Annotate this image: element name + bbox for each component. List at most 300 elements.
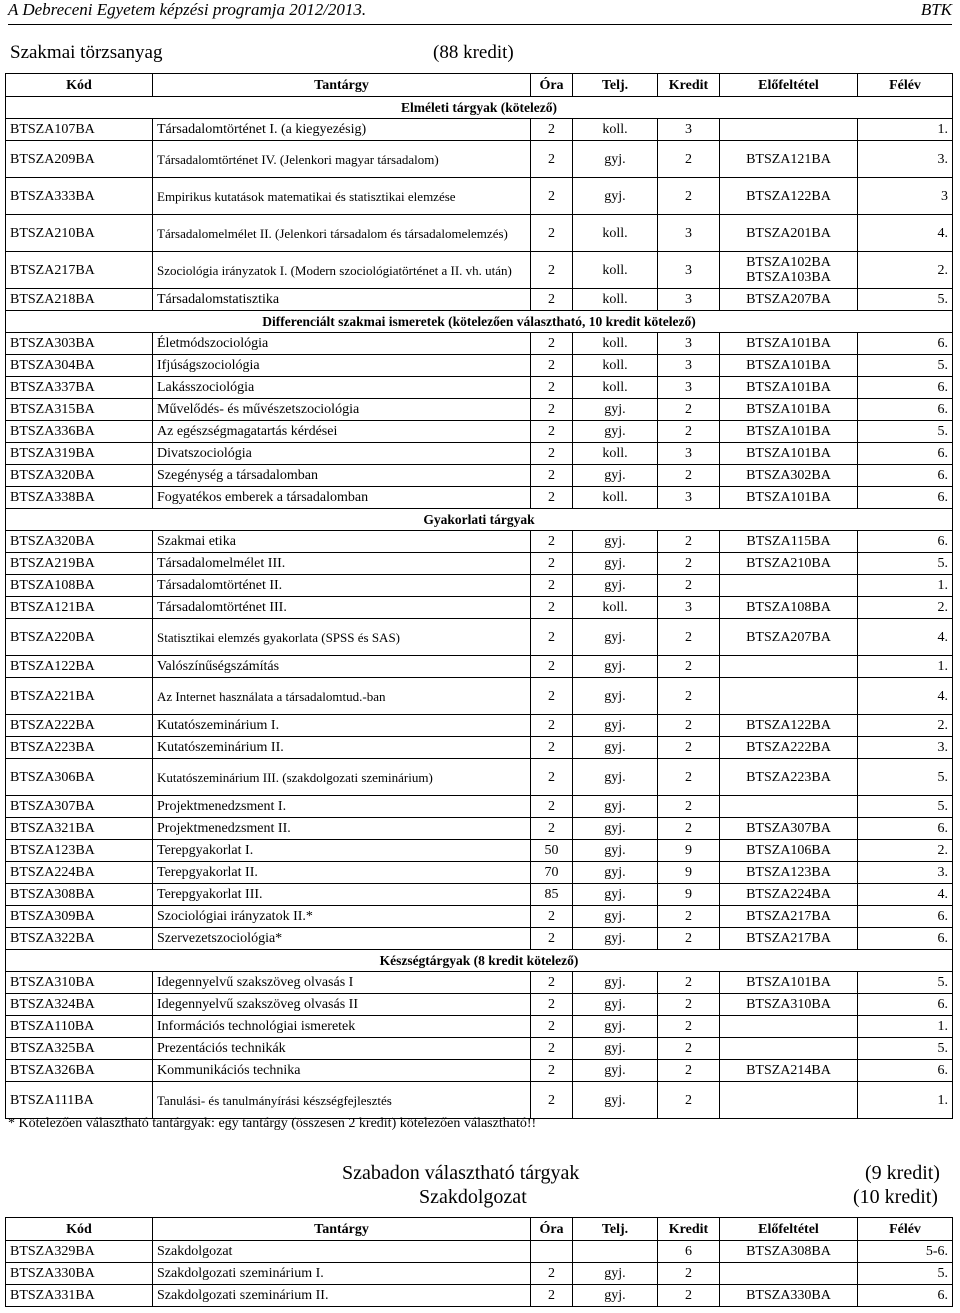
course-name: Életmódszociológia [153, 333, 531, 355]
course-prerequisite: BTSZA101BA [720, 443, 858, 465]
course-semester: 4. [858, 884, 953, 906]
course-semester: 6. [858, 818, 953, 840]
course-code: BTSZA224BA [6, 862, 153, 884]
course-prerequisite: BTSZA224BA [720, 884, 858, 906]
course-code: BTSZA123BA [6, 840, 153, 862]
course-prerequisite: BTSZA101BA [720, 421, 858, 443]
table-row [6, 465, 953, 487]
course-credit: 3 [658, 289, 720, 311]
table-row [6, 597, 953, 619]
course-hours: 2 [531, 737, 573, 759]
course-code: BTSZA337BA [6, 377, 153, 399]
course-hours: 2 [531, 759, 573, 796]
course-code: BTSZA121BA [6, 597, 153, 619]
course-name: Társadalomstatisztika [153, 289, 531, 311]
course-assessment: gyj. [573, 1285, 658, 1307]
course-hours: 2 [531, 928, 573, 950]
course-code: BTSZA324BA [6, 994, 153, 1016]
course-code: BTSZA310BA [6, 972, 153, 994]
course-credit: 2 [658, 465, 720, 487]
course-assessment: koll. [573, 119, 658, 141]
table-row [6, 333, 953, 355]
course-code: BTSZA222BA [6, 715, 153, 737]
course-assessment: gyj. [573, 840, 658, 862]
course-semester: 2. [858, 715, 953, 737]
table-row [6, 178, 953, 215]
table-row [6, 678, 953, 715]
course-semester: 5. [858, 1038, 953, 1060]
course-assessment: koll. [573, 487, 658, 509]
course-prerequisite: BTSZA217BA [720, 906, 858, 928]
table-header-row [6, 74, 953, 97]
table-row [6, 575, 953, 597]
course-name: Projektmenedzsment II. [153, 818, 531, 840]
course-code: BTSZA331BA [6, 1285, 153, 1307]
table-row [6, 531, 953, 553]
course-semester: 5. [858, 355, 953, 377]
course-assessment: koll. [573, 252, 658, 289]
course-hours: 2 [531, 377, 573, 399]
course-name: Társadalomtörténet I. (a kiegyezésig) [153, 119, 531, 141]
course-semester: 2. [858, 597, 953, 619]
course-name: Empirikus kutatások matematikai és statisztikai elemzése [153, 178, 531, 215]
course-assessment: gyj. [573, 1038, 658, 1060]
course-name: Az Internet használata a társadalomtud.-ban [153, 678, 531, 715]
course-semester: 6. [858, 906, 953, 928]
course-code: BTSZA333BA [6, 178, 153, 215]
course-semester: 6. [858, 399, 953, 421]
column-header: Előfeltétel [720, 74, 858, 97]
course-hours: 2 [531, 289, 573, 311]
column-header: Félév [858, 74, 953, 97]
table-row [6, 377, 953, 399]
course-credit: 2 [658, 972, 720, 994]
section-title-elective: Szabadon választható tárgyak [342, 1162, 580, 1184]
course-hours: 2 [531, 421, 573, 443]
section-credits-elective: (9 kredit) [865, 1162, 940, 1184]
table-row [6, 1016, 953, 1038]
course-name: Kutatószeminárium I. [153, 715, 531, 737]
table-row [6, 1241, 953, 1263]
course-assessment: gyj. [573, 1060, 658, 1082]
course-hours: 2 [531, 333, 573, 355]
course-hours: 2 [531, 119, 573, 141]
course-code: BTSZA122BA [6, 656, 153, 678]
course-credit: 9 [658, 840, 720, 862]
column-header: Előfeltétel [720, 1218, 858, 1241]
course-hours: 70 [531, 862, 573, 884]
course-name: Terepgyakorlat I. [153, 840, 531, 862]
course-name: Kutatószeminárium II. [153, 737, 531, 759]
course-assessment: gyj. [573, 972, 658, 994]
course-name: Szakdolgozat [153, 1241, 531, 1263]
course-hours: 2 [531, 994, 573, 1016]
course-name: Szegénység a társadalomban [153, 465, 531, 487]
group-title: Differenciált szakmai ismeretek (kötelezően választható, 10 kredit kötelező) [6, 311, 953, 333]
course-hours: 2 [531, 796, 573, 818]
course-semester: 5. [858, 289, 953, 311]
course-code: BTSZA108BA [6, 575, 153, 597]
course-assessment: koll. [573, 597, 658, 619]
curriculum-table [5, 73, 953, 1119]
group-heading-row [6, 950, 953, 972]
course-hours: 2 [531, 252, 573, 289]
course-credit: 2 [658, 141, 720, 178]
course-prerequisite: BTSZA217BA [720, 928, 858, 950]
course-credit: 2 [658, 1016, 720, 1038]
table-row [6, 715, 953, 737]
course-code: BTSZA107BA [6, 119, 153, 141]
course-prerequisite: BTSZA210BA [720, 553, 858, 575]
table-row [6, 1038, 953, 1060]
table-header-row [6, 1218, 953, 1241]
course-prerequisite: BTSZA310BA [720, 994, 858, 1016]
course-hours: 2 [531, 399, 573, 421]
course-code: BTSZA209BA [6, 141, 153, 178]
course-hours: 2 [531, 553, 573, 575]
group-heading-row [6, 311, 953, 333]
course-prerequisite: BTSZA307BA [720, 818, 858, 840]
course-prerequisite: BTSZA101BA [720, 377, 858, 399]
course-assessment: koll. [573, 355, 658, 377]
course-code: BTSZA217BA [6, 252, 153, 289]
course-credit: 2 [658, 531, 720, 553]
course-name: Ifjúságszociológia [153, 355, 531, 377]
course-credit: 9 [658, 884, 720, 906]
course-prerequisite: BTSZA302BA [720, 465, 858, 487]
course-name: Szociológiai irányzatok II.* [153, 906, 531, 928]
course-code: BTSZA221BA [6, 678, 153, 715]
table-row [6, 759, 953, 796]
course-hours: 2 [531, 1082, 573, 1119]
course-code: BTSZA319BA [6, 443, 153, 465]
course-code: BTSZA306BA [6, 759, 153, 796]
course-hours: 2 [531, 597, 573, 619]
course-credit: 3 [658, 119, 720, 141]
course-semester: 3. [858, 862, 953, 884]
course-assessment: gyj. [573, 1082, 658, 1119]
course-assessment: koll. [573, 215, 658, 252]
course-credit: 2 [658, 737, 720, 759]
course-prerequisite: BTSZA122BA [720, 715, 858, 737]
table-row [6, 656, 953, 678]
course-semester: 6. [858, 1285, 953, 1307]
course-semester: 3. [858, 141, 953, 178]
course-code: BTSZA304BA [6, 355, 153, 377]
course-prerequisite: BTSZA214BA [720, 1060, 858, 1082]
course-prerequisite: BTSZA222BA [720, 737, 858, 759]
group-heading-row [6, 509, 953, 531]
course-hours: 2 [531, 355, 573, 377]
course-assessment: koll. [573, 333, 658, 355]
course-hours: 2 [531, 215, 573, 252]
course-assessment: gyj. [573, 531, 658, 553]
course-prerequisite: BTSZA121BA [720, 141, 858, 178]
course-semester: 6. [858, 1060, 953, 1082]
course-code: BTSZA307BA [6, 796, 153, 818]
course-prerequisite: BTSZA201BA [720, 215, 858, 252]
course-assessment: gyj. [573, 421, 658, 443]
course-semester: 6. [858, 465, 953, 487]
course-semester: 4. [858, 215, 953, 252]
course-name: Terepgyakorlat III. [153, 884, 531, 906]
course-credit: 3 [658, 333, 720, 355]
course-credit: 2 [658, 178, 720, 215]
course-semester: 5. [858, 1263, 953, 1285]
table-row [6, 119, 953, 141]
course-semester: 6. [858, 994, 953, 1016]
course-semester: 1. [858, 1082, 953, 1119]
course-credit: 3 [658, 443, 720, 465]
course-assessment: koll. [573, 289, 658, 311]
course-code: BTSZA320BA [6, 531, 153, 553]
course-name: Társadalomtörténet II. [153, 575, 531, 597]
course-name: Információs technológiai ismeretek [153, 1016, 531, 1038]
table-row [6, 884, 953, 906]
course-hours: 2 [531, 1038, 573, 1060]
course-code: BTSZA110BA [6, 1016, 153, 1038]
course-assessment: gyj. [573, 1263, 658, 1285]
course-prerequisite: BTSZA207BA [720, 619, 858, 656]
course-hours: 2 [531, 1285, 573, 1307]
course-name: Statisztikai elemzés gyakorlata (SPSS és SAS) [153, 619, 531, 656]
course-code: BTSZA336BA [6, 421, 153, 443]
course-credit: 2 [658, 1082, 720, 1119]
course-semester: 5-6. [858, 1241, 953, 1263]
course-hours: 2 [531, 1060, 573, 1082]
course-semester: 6. [858, 928, 953, 950]
course-semester: 3 [858, 178, 953, 215]
course-assessment: gyj. [573, 678, 658, 715]
course-semester: 3. [858, 737, 953, 759]
column-header: Kód [6, 74, 153, 97]
table-row [6, 906, 953, 928]
course-credit: 2 [658, 715, 720, 737]
course-credit: 2 [658, 553, 720, 575]
table-row [6, 972, 953, 994]
course-assessment: gyj. [573, 818, 658, 840]
table-row [6, 818, 953, 840]
course-semester: 6. [858, 531, 953, 553]
course-assessment: koll. [573, 443, 658, 465]
course-code: BTSZA315BA [6, 399, 153, 421]
course-credit: 2 [658, 906, 720, 928]
course-credit: 3 [658, 355, 720, 377]
course-assessment: koll. [573, 377, 658, 399]
course-credit: 2 [658, 619, 720, 656]
table-row [6, 1285, 953, 1307]
course-hours: 2 [531, 715, 573, 737]
course-prerequisite [720, 1038, 858, 1060]
course-credit: 2 [658, 759, 720, 796]
table-row [6, 994, 953, 1016]
course-credit: 2 [658, 928, 720, 950]
course-credit: 2 [658, 656, 720, 678]
course-hours: 2 [531, 1263, 573, 1285]
table-row [6, 862, 953, 884]
course-prerequisite: BTSZA101BA [720, 487, 858, 509]
course-semester: 5. [858, 553, 953, 575]
section-title-thesis: Szakdolgozat [419, 1186, 527, 1208]
course-prerequisite: BTSZA101BA [720, 399, 858, 421]
course-prerequisite: BTSZA101BA [720, 355, 858, 377]
course-assessment: gyj. [573, 575, 658, 597]
course-credit: 3 [658, 215, 720, 252]
course-hours: 2 [531, 487, 573, 509]
course-hours: 2 [531, 656, 573, 678]
course-prerequisite [720, 656, 858, 678]
course-prerequisite: BTSZA102BA BTSZA103BA [720, 252, 858, 289]
course-assessment: gyj. [573, 928, 658, 950]
course-prerequisite: BTSZA108BA [720, 597, 858, 619]
course-hours: 2 [531, 465, 573, 487]
course-hours: 2 [531, 619, 573, 656]
course-name: Társadalomelmélet III. [153, 553, 531, 575]
course-semester: 2. [858, 252, 953, 289]
course-semester: 4. [858, 619, 953, 656]
table-row [6, 399, 953, 421]
table-row [6, 141, 953, 178]
course-assessment: gyj. [573, 884, 658, 906]
course-hours: 2 [531, 972, 573, 994]
course-code: BTSZA329BA [6, 1241, 153, 1263]
course-code: BTSZA303BA [6, 333, 153, 355]
course-semester: 2. [858, 840, 953, 862]
table-row [6, 355, 953, 377]
course-prerequisite [720, 1082, 858, 1119]
table-row [6, 252, 953, 289]
course-name: Divatszociológia [153, 443, 531, 465]
course-credit: 3 [658, 597, 720, 619]
column-header: Tantárgy [153, 74, 531, 97]
course-assessment: gyj. [573, 178, 658, 215]
course-assessment: gyj. [573, 759, 658, 796]
thesis-table [5, 1217, 953, 1307]
course-name: Kommunikációs technika [153, 1060, 531, 1082]
course-prerequisite [720, 575, 858, 597]
course-name: Társadalomtörténet IV. (Jelenkori magyar társadalom) [153, 141, 531, 178]
course-prerequisite: BTSZA223BA [720, 759, 858, 796]
table-row [6, 215, 953, 252]
course-assessment: gyj. [573, 553, 658, 575]
table-row [6, 421, 953, 443]
course-name: Lakásszociológia [153, 377, 531, 399]
course-hours: 2 [531, 906, 573, 928]
table-row [6, 1060, 953, 1082]
course-prerequisite [720, 119, 858, 141]
course-name: Szakmai etika [153, 531, 531, 553]
course-semester: 5. [858, 759, 953, 796]
course-semester: 1. [858, 575, 953, 597]
course-credit: 6 [658, 1241, 720, 1263]
course-semester: 1. [858, 119, 953, 141]
course-credit: 2 [658, 796, 720, 818]
course-assessment: gyj. [573, 994, 658, 1016]
course-credit: 2 [658, 399, 720, 421]
course-name: Kutatószeminárium III. (szakdolgozati szeminárium) [153, 759, 531, 796]
course-hours: 2 [531, 678, 573, 715]
section-credits-thesis: (10 kredit) [853, 1186, 938, 1208]
course-prerequisite: BTSZA122BA [720, 178, 858, 215]
table-row [6, 619, 953, 656]
course-semester: 1. [858, 656, 953, 678]
group-title: Gyakorlati tárgyak [6, 509, 953, 531]
course-code: BTSZA309BA [6, 906, 153, 928]
course-hours: 2 [531, 1016, 573, 1038]
course-name: Szakdolgozati szeminárium I. [153, 1263, 531, 1285]
table-row [6, 1263, 953, 1285]
course-code: BTSZA326BA [6, 1060, 153, 1082]
course-code: BTSZA220BA [6, 619, 153, 656]
course-assessment: gyj. [573, 141, 658, 178]
course-hours [531, 1241, 573, 1263]
course-name: Tanulási- és tanulmányírási készségfejlesztés [153, 1082, 531, 1119]
course-assessment: gyj. [573, 796, 658, 818]
table-row [6, 737, 953, 759]
course-assessment: gyj. [573, 715, 658, 737]
column-header: Tantárgy [153, 1218, 531, 1241]
course-prerequisite [720, 678, 858, 715]
course-code: BTSZA210BA [6, 215, 153, 252]
column-header: Kredit [658, 1218, 720, 1241]
table-row [6, 443, 953, 465]
course-assessment: gyj. [573, 862, 658, 884]
header-title: A Debreceni Egyetem képzési programja 2012/2013. [8, 0, 367, 19]
course-hours: 50 [531, 840, 573, 862]
course-code: BTSZA325BA [6, 1038, 153, 1060]
course-credit: 2 [658, 1060, 720, 1082]
course-credit: 2 [658, 1285, 720, 1307]
course-semester: 1. [858, 1016, 953, 1038]
course-credit: 3 [658, 487, 720, 509]
course-credit: 3 [658, 252, 720, 289]
group-title: Készségtárgyak (8 kredit kötelező) [6, 950, 953, 972]
table-row [6, 1082, 953, 1119]
course-hours: 85 [531, 884, 573, 906]
course-credit: 2 [658, 421, 720, 443]
course-code: BTSZA223BA [6, 737, 153, 759]
footnote: * Kötelezően választható tantárgyak: egy tantárgy (összesen 2 kredit) kötelezően választható!! [8, 1116, 537, 1131]
page-header [8, 0, 952, 25]
course-semester: 6. [858, 333, 953, 355]
course-hours: 2 [531, 443, 573, 465]
course-prerequisite: BTSZA207BA [720, 289, 858, 311]
course-name: Idegennyelvű szakszöveg olvasás I [153, 972, 531, 994]
course-credit: 2 [658, 994, 720, 1016]
table-row [6, 487, 953, 509]
course-prerequisite [720, 796, 858, 818]
table-row [6, 928, 953, 950]
course-assessment: gyj. [573, 465, 658, 487]
course-semester: 6. [858, 377, 953, 399]
column-header: Félév [858, 1218, 953, 1241]
course-prerequisite: BTSZA101BA [720, 333, 858, 355]
course-prerequisite: BTSZA106BA [720, 840, 858, 862]
course-semester: 6. [858, 487, 953, 509]
course-name: Prezentációs technikák [153, 1038, 531, 1060]
course-credit: 2 [658, 1263, 720, 1285]
course-semester: 5. [858, 972, 953, 994]
course-name: Szakdolgozati szeminárium II. [153, 1285, 531, 1307]
table-row [6, 796, 953, 818]
column-header: Telj. [573, 1218, 658, 1241]
course-assessment: gyj. [573, 737, 658, 759]
section-credits: (88 kredit) [433, 42, 514, 63]
course-prerequisite: BTSZA330BA [720, 1285, 858, 1307]
section-title: Szakmai törzsanyag [10, 42, 163, 63]
table-row [6, 289, 953, 311]
course-name: Valószínűségszámítás [153, 656, 531, 678]
